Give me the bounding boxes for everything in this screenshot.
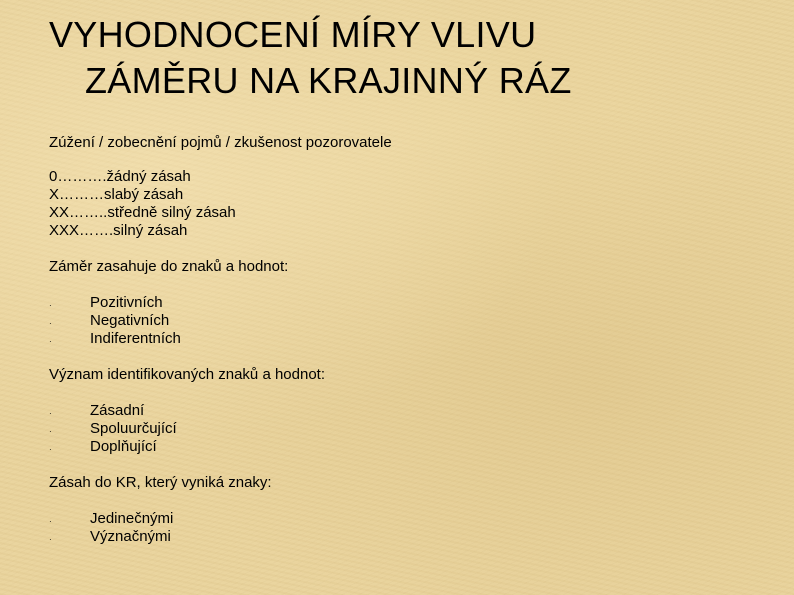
section-heading: Zásah do KR, který vyniká znaky: [49,474,272,491]
list-item-label: Význačnými [90,528,171,545]
section-heading: Význam identifikovaných znaků a hodnot: [49,366,325,383]
spacer [49,240,769,258]
list-item-label: Zásadní [90,402,145,419]
intro-text: Zúžení / zobecnění pojmů / zkušenost pozorovatele [49,134,392,151]
title-line-2: ZÁMĚRU NA KRAJINNÝ RÁZ [85,60,572,101]
list-item [49,402,769,420]
spacer [49,152,769,168]
slide-content [49,134,769,546]
spacer [49,456,769,474]
section-heading: Záměr zasahuje do znaků a hodnot: [49,258,289,275]
scale-item: X………slabý zásah [49,186,184,203]
scale-item: XXX…….silný zásah [49,222,188,239]
scale-item: XX……..středně silný zásah [49,204,236,221]
list-item [49,312,769,330]
spacer [49,492,769,510]
scale-item: 0……….žádný zásah [49,168,191,185]
bullet-list [49,294,769,348]
bullet-list [49,510,769,546]
list-item-label: Pozitivních [90,294,163,311]
bullet-icon: · [49,301,52,310]
list-item [49,294,769,312]
bullet-icon: · [49,427,52,436]
list-item [49,438,769,456]
list-item-label: Doplňující [90,438,157,455]
bullet-list [49,402,769,456]
bullet-icon: · [49,535,52,544]
list-item [49,330,769,348]
spacer [49,276,769,294]
list-item-label: Jedinečnými [90,510,174,527]
bullet-icon: · [49,445,52,454]
list-item-label: Indiferentních [90,330,181,347]
list-item [49,510,769,528]
list-item-label: Spoluurčující [90,420,177,437]
bullet-icon: · [49,409,52,418]
list-item [49,420,769,438]
list-item [49,528,769,546]
list-item-label: Negativních [90,312,170,329]
spacer [49,348,769,366]
bullet-icon: · [49,319,52,328]
title-line-1: VYHODNOCENÍ MÍRY VLIVU [49,14,537,55]
scale-list [49,168,769,240]
spacer [49,384,769,402]
slide-title [49,12,572,104]
bullet-icon: · [49,517,52,526]
bullet-icon: · [49,337,52,346]
